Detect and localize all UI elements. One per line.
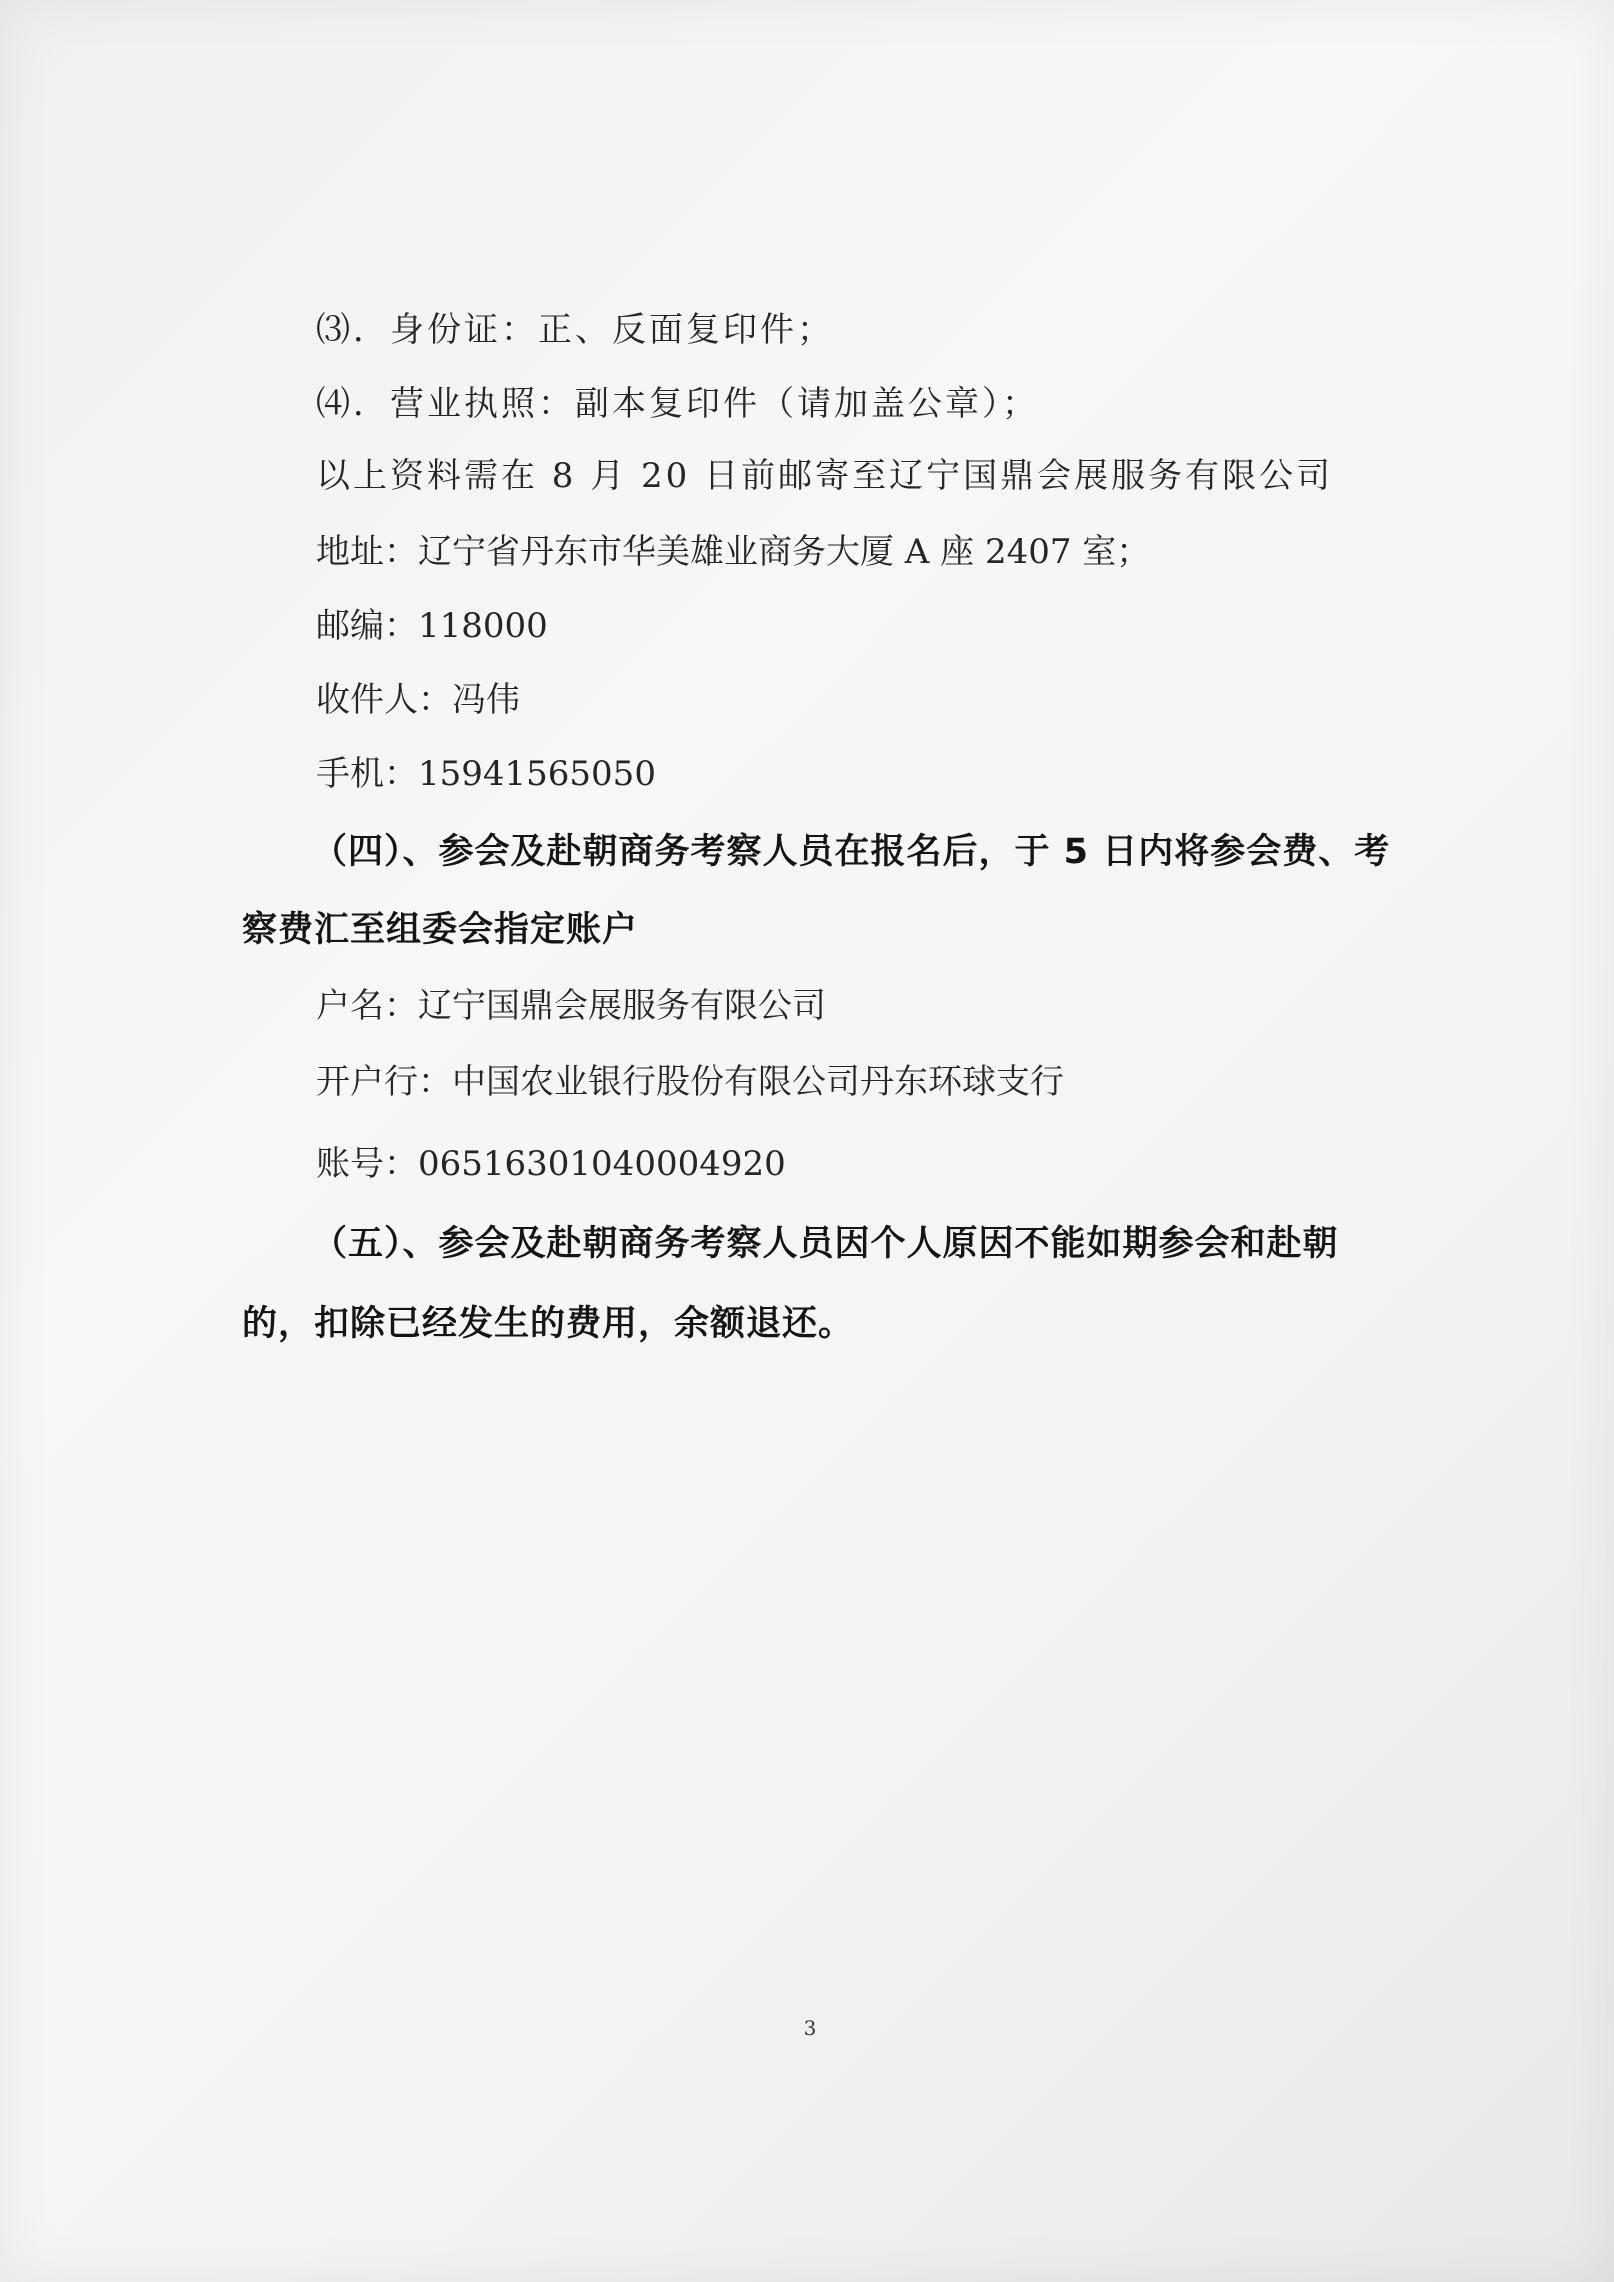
item-id-card: ⑶．身份证：正、反面复印件；	[316, 310, 834, 350]
recipient-line: 收件人：冯伟	[316, 680, 520, 720]
section-four-line-2: 察费汇至组委会指定账户	[242, 910, 639, 950]
section-five-line-1: （五）、参会及赴朝商务考察人员因个人原因不能如期参会和赴朝	[312, 1224, 1339, 1264]
page-number: 3	[803, 2016, 817, 2040]
section-five-line-2: 的，扣除已经发生的费用，余额退还。	[242, 1304, 855, 1344]
item-business-license: ⑷．营业执照：副本复印件（请加盖公章）；	[316, 384, 1039, 424]
account-name-line: 户名：辽宁国鼎会展服务有限公司	[316, 986, 826, 1026]
bank-line: 开户行：中国农业银行股份有限公司丹东环球支行	[316, 1062, 1064, 1102]
mobile-line: 手机：15941565050	[316, 754, 656, 794]
address-line: 地址：辽宁省丹东市华美雄业商务大厦 A 座 2407 室；	[316, 532, 1151, 572]
postal-code-line: 邮编：118000	[316, 606, 548, 646]
section-four-line-1: （四）、参会及赴朝商务考察人员在报名后，于 5 日内将参会费、考	[312, 832, 1391, 872]
mailing-instruction: 以上资料需在 8 月 20 日前邮寄至辽宁国鼎会展服务有限公司	[316, 456, 1334, 496]
account-number-line: 账号：06516301040004920	[316, 1144, 786, 1184]
